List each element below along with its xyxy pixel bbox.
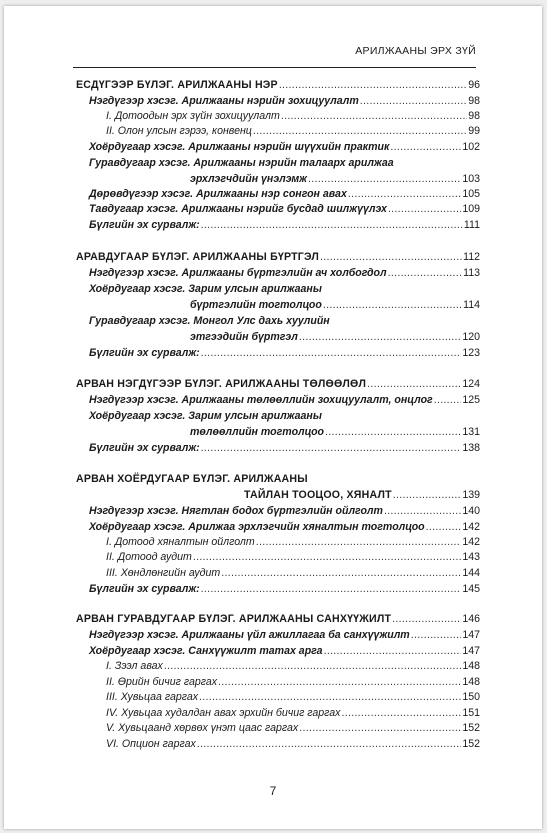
toc-entry-title: I. Зээл авах bbox=[106, 660, 163, 672]
toc-entry bbox=[106, 706, 480, 720]
toc-leader-dots bbox=[197, 737, 462, 751]
toc-leader-dots bbox=[426, 520, 462, 534]
toc-entry-page: 131 bbox=[462, 426, 480, 438]
toc-entry-title: I. Дотоодын эрх зүйн зохицуулалт bbox=[106, 110, 280, 122]
toc-leader-dots bbox=[256, 535, 462, 549]
toc-entry-title: АРВАН ГУРАВДУГААР БҮЛЭГ. АРИЛЖААНЫ САНХҮҮЖИЛТ bbox=[76, 613, 392, 625]
toc-entry bbox=[89, 582, 480, 596]
toc-entry bbox=[190, 425, 480, 439]
toc-entry-page: 152 bbox=[462, 738, 480, 750]
toc-entry-page: 138 bbox=[462, 442, 480, 454]
toc-entry-title: Хоёрдугаар хэсэг. Санхүүжилт татах арга bbox=[89, 645, 323, 657]
toc-entry bbox=[76, 250, 480, 264]
toc-leader-dots bbox=[221, 566, 461, 580]
document-page bbox=[4, 6, 542, 829]
toc-entry-title: АРВАН ХОЁРДУГААР БҮЛЭГ. АРИЛЖААНЫ bbox=[76, 473, 308, 485]
toc-entry-title: төлөөллийн тогтолцоо bbox=[190, 426, 325, 438]
toc-leader-dots bbox=[392, 612, 461, 626]
toc-entry-title: Хоёрдугаар хэсэг. Зарим улсын арилжааны bbox=[89, 283, 322, 295]
toc-entry-title: АРАВДУГААР БҮЛЭГ. АРИЛЖААНЫ БҮРТГЭЛ bbox=[76, 251, 319, 263]
toc-leader-dots bbox=[308, 172, 461, 186]
toc-entry-title: Бүлгийн эх сурвалж: bbox=[89, 442, 200, 454]
toc-entry-page: 111 bbox=[463, 219, 480, 231]
toc-entry bbox=[106, 737, 480, 751]
toc-leader-dots bbox=[325, 425, 461, 439]
toc-entry-title: V. Хувьцаанд хөрвөх үнэт цаас гаргах bbox=[106, 722, 299, 734]
toc-leader-dots bbox=[299, 330, 461, 344]
toc-entry bbox=[76, 377, 480, 391]
toc-entry-title: ЕСДҮГЭЭР БҮЛЭГ. АРИЛЖААНЫ НЭР bbox=[76, 79, 278, 91]
toc-entry-title: Хоёрдугаар хэсэг. Зарим улсын арилжааны bbox=[89, 410, 322, 422]
toc-entry-page: 152 bbox=[462, 722, 480, 734]
toc-entry bbox=[89, 441, 480, 455]
toc-entry bbox=[76, 78, 480, 92]
toc-entry bbox=[76, 612, 480, 626]
toc-entry-page: 148 bbox=[462, 676, 480, 688]
toc-entry-page: 139 bbox=[462, 489, 480, 501]
toc-entry-page: 102 bbox=[462, 141, 480, 153]
toc-entry bbox=[89, 140, 480, 154]
toc-entry bbox=[106, 109, 480, 123]
toc-entry bbox=[106, 721, 480, 735]
toc-entry bbox=[89, 393, 480, 407]
toc-entry bbox=[106, 675, 480, 689]
toc-entry bbox=[89, 187, 480, 201]
toc-entry bbox=[89, 346, 480, 360]
toc-entry bbox=[89, 156, 480, 170]
toc-entry-page: 144 bbox=[462, 567, 480, 579]
toc-leader-dots bbox=[299, 721, 461, 735]
toc-entry-title: Нэгдүгээр хэсэг. Арилжааны үйл ажиллагаа ба санхүүжилт bbox=[89, 629, 410, 641]
toc-entry-page: 148 bbox=[462, 660, 480, 672]
toc-leader-dots bbox=[320, 250, 462, 264]
toc-entry bbox=[89, 520, 480, 534]
toc-leader-dots bbox=[367, 377, 461, 391]
toc-entry-title: бүртгэлийн тогтолцоо bbox=[190, 299, 322, 311]
toc-entry-title: ТАЙЛАН ТООЦОО, ХЯНАЛТ bbox=[244, 489, 392, 501]
toc-entry bbox=[89, 282, 480, 296]
toc-entry-page: 112 bbox=[463, 251, 480, 263]
toc-entry bbox=[76, 472, 480, 486]
toc-leader-dots bbox=[201, 582, 462, 596]
toc-entry-page: 113 bbox=[463, 267, 480, 279]
toc-entry bbox=[89, 628, 480, 642]
toc-entry-title: VI. Опцион гаргах bbox=[106, 738, 196, 750]
toc-leader-dots bbox=[388, 202, 461, 216]
toc-entry bbox=[89, 202, 480, 216]
toc-leader-dots bbox=[193, 550, 461, 564]
toc-entry-title: I. Дотоод хяналтын ойлголт bbox=[106, 536, 255, 548]
toc-entry bbox=[89, 644, 480, 658]
toc-leader-dots bbox=[384, 504, 461, 518]
toc-leader-dots bbox=[201, 346, 462, 360]
toc-entry-title: Дөрөвдүгээр хэсэг. Арилжааны нэр сонгон авах bbox=[89, 188, 347, 200]
toc-leader-dots bbox=[393, 488, 462, 502]
toc-entry-title: эрхлэгчдийн үнэлэмж bbox=[190, 173, 307, 185]
toc-entry-title: Бүлгийн эх сурвалж: bbox=[89, 583, 200, 595]
page-number: 7 bbox=[269, 784, 277, 798]
toc-entry-title: IV. Хувьцаа худалдан авах эрхийн бичиг гаргах bbox=[106, 707, 341, 719]
toc-entry-title: Гуравдугаар хэсэг. Монгол Улс дахь хуулийн bbox=[89, 315, 330, 327]
toc-entry-page: 103 bbox=[462, 173, 480, 185]
toc-entry bbox=[89, 314, 480, 328]
toc-leader-dots bbox=[164, 659, 462, 673]
toc-entry-title: III. Хувьцаа гаргах bbox=[106, 691, 199, 703]
toc-entry-title: II. Дотоод аудит bbox=[106, 551, 192, 563]
toc-leader-dots bbox=[388, 266, 463, 280]
toc-leader-dots bbox=[218, 675, 461, 689]
toc-leader-dots bbox=[411, 628, 462, 642]
toc-entry bbox=[89, 409, 480, 423]
toc-entry-title: Нэгдүгээр хэсэг. Нягтлан бодох бүртгэлийн ойлголт bbox=[89, 505, 383, 517]
toc-entry-page: 99 bbox=[468, 125, 480, 137]
toc-entry-page: 114 bbox=[463, 299, 480, 311]
toc-entry-title: Бүлгийн эх сурвалж: bbox=[89, 219, 200, 231]
toc-entry-page: 147 bbox=[462, 629, 480, 641]
toc-entry-title: III. Хөндлөнгийн аудит bbox=[106, 567, 221, 579]
toc-entry bbox=[89, 94, 480, 108]
toc-entry-page: 140 bbox=[462, 505, 480, 517]
toc-entry-page: 124 bbox=[462, 378, 480, 390]
toc-entry-page: 98 bbox=[468, 95, 480, 107]
toc-entry-page: 151 bbox=[462, 707, 480, 719]
toc-entry bbox=[106, 124, 480, 138]
toc-entry-page: 96 bbox=[468, 79, 480, 91]
toc-entry-title: Нэгдүгээр хэсэг. Арилжааны төлөөллийн зохицуулалт, онцлог bbox=[89, 394, 433, 406]
toc-leader-dots bbox=[434, 393, 462, 407]
toc-entry-page: 146 bbox=[462, 613, 480, 625]
toc-leader-dots bbox=[199, 690, 461, 704]
toc-entry bbox=[106, 566, 480, 580]
toc-entry bbox=[89, 266, 480, 280]
toc-entry bbox=[190, 298, 480, 312]
toc-entry bbox=[106, 535, 480, 549]
toc-leader-dots bbox=[279, 78, 467, 92]
toc-entry-title: Хоёрдугаар хэсэг. Арилжааны нэрийн шүүхийн практик bbox=[89, 141, 390, 153]
toc-entry bbox=[89, 218, 480, 232]
toc-entry-title: Тавдугаар хэсэг. Арилжааны нэрийг бусдад шилжүүлэх bbox=[89, 203, 387, 215]
toc-entry-title: этгээдийн бүртгэл bbox=[190, 331, 298, 343]
toc-leader-dots bbox=[323, 298, 462, 312]
toc-entry-title: Бүлгийн эх сурвалж: bbox=[89, 347, 200, 359]
toc-entry-page: 105 bbox=[462, 188, 480, 200]
toc-entry bbox=[106, 550, 480, 564]
toc-entry-page: 98 bbox=[468, 110, 480, 122]
toc-entry-title: II. Олон улсын гэрээ, конвенц bbox=[106, 125, 252, 137]
toc-entry bbox=[244, 488, 480, 502]
toc-entry-title: АРВАН НЭГДҮГЭЭР БҮЛЭГ. АРИЛЖААНЫ ТӨЛӨӨЛӨЛ bbox=[76, 378, 367, 390]
toc-entry-title: Нэгдүгээр хэсэг. Арилжааны нэрийн зохицуулалт bbox=[89, 95, 359, 107]
toc-entry-page: 123 bbox=[462, 347, 480, 359]
toc-entry-page: 142 bbox=[462, 521, 480, 533]
toc-entry-page: 150 bbox=[462, 691, 480, 703]
toc-entry bbox=[106, 659, 480, 673]
toc-entry-page: 120 bbox=[462, 331, 480, 343]
toc-entry-title: Нэгдүгээр хэсэг. Арилжааны бүртгэлийн ач холбогдол bbox=[89, 267, 387, 279]
toc-entry-page: 142 bbox=[462, 536, 480, 548]
toc-leader-dots bbox=[341, 706, 461, 720]
toc-leader-dots bbox=[360, 94, 467, 108]
toc-entry bbox=[190, 172, 480, 186]
toc-entry-title: II. Өрийн бичиг гаргах bbox=[106, 676, 218, 688]
toc-leader-dots bbox=[201, 218, 463, 232]
toc-entry bbox=[89, 504, 480, 518]
toc-entry-title: Хоёрдугаар хэсэг. Арилжаа эрхлэгчийн хяналтын тогтолцоо bbox=[89, 521, 425, 533]
running-header: АРИЛЖААНЫ ЭРХ ЗҮЙ bbox=[355, 45, 476, 57]
toc-leader-dots bbox=[201, 441, 462, 455]
toc-leader-dots bbox=[324, 644, 462, 658]
header-rule bbox=[73, 67, 476, 68]
toc-entry bbox=[190, 330, 480, 344]
toc-entry-page: 143 bbox=[462, 551, 480, 563]
toc-leader-dots bbox=[281, 109, 467, 123]
toc-entry-page: 145 bbox=[462, 583, 480, 595]
toc-leader-dots bbox=[348, 187, 461, 201]
toc-entry-page: 147 bbox=[462, 645, 480, 657]
toc-entry-page: 109 bbox=[462, 203, 480, 215]
toc-leader-dots bbox=[390, 140, 461, 154]
toc-leader-dots bbox=[253, 124, 467, 138]
toc-entry-page: 125 bbox=[462, 394, 480, 406]
toc-entry-title: Гуравдугаар хэсэг. Арилжааны нэрийн талаарх арилжаа bbox=[89, 157, 394, 169]
toc-entry bbox=[106, 690, 480, 704]
